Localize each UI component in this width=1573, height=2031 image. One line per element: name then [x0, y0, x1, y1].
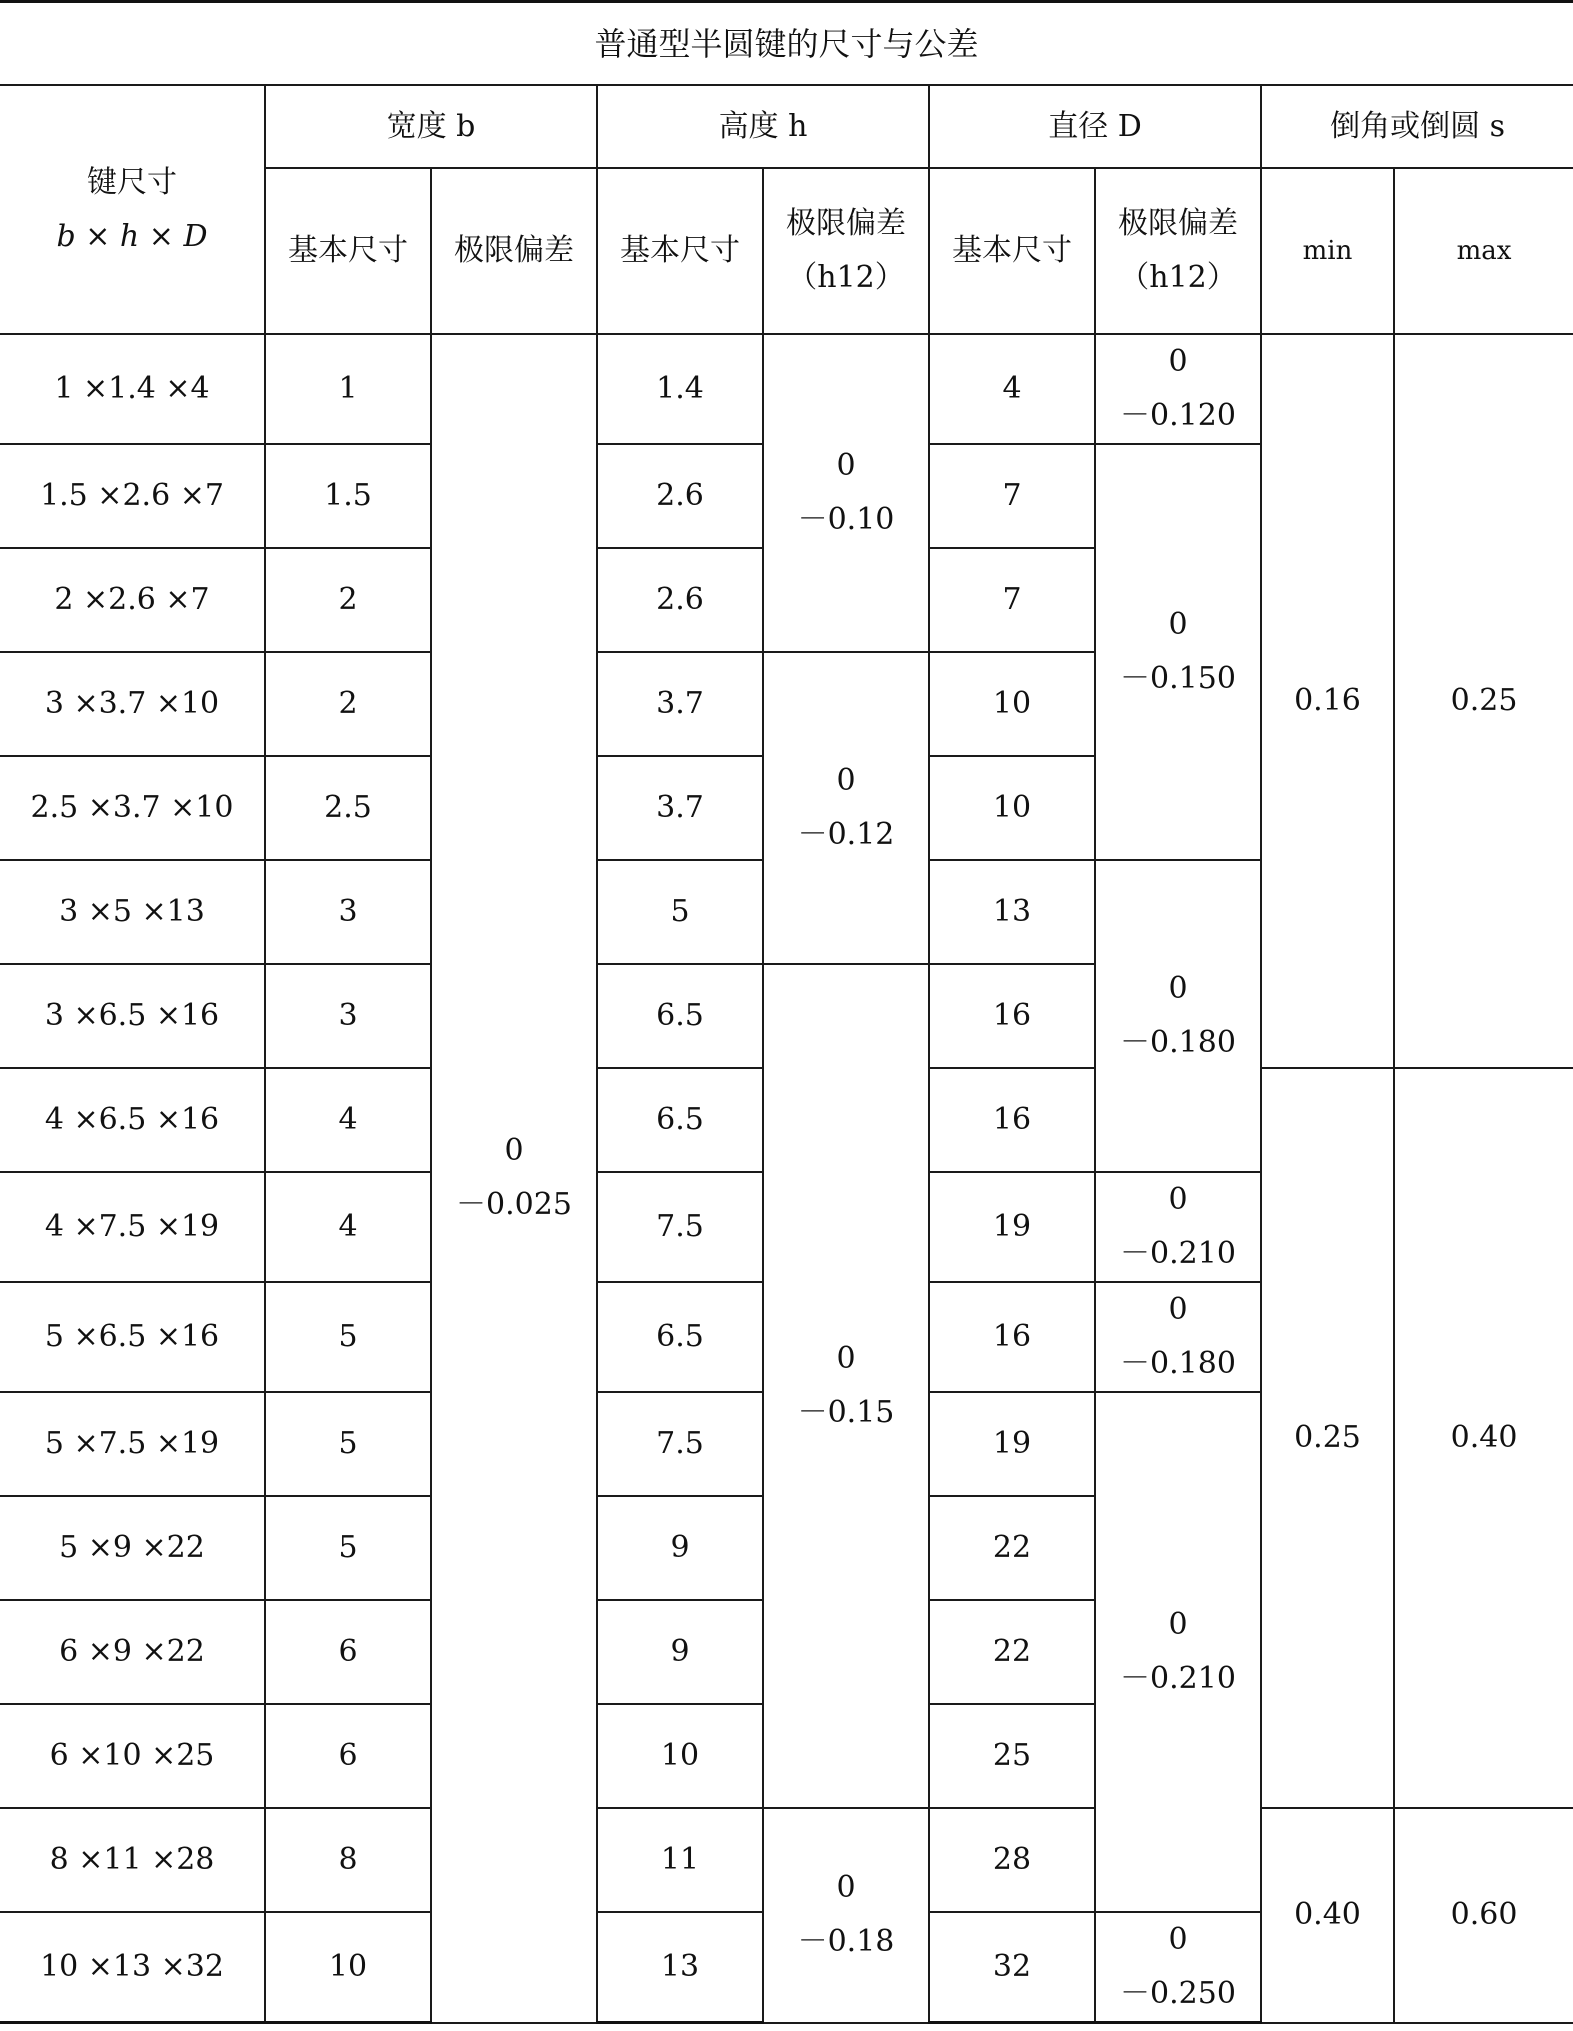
header-width: 宽度 b — [265, 85, 597, 168]
cell-s-max: 0.60 — [1394, 1808, 1573, 2023]
header-diameter: 直径 D — [929, 85, 1261, 168]
cell-h: 6.5 — [597, 1068, 763, 1172]
header-D-limit — [1095, 168, 1261, 334]
cell-key: 1.5 ×2.6 ×7 — [0, 444, 265, 548]
D-tol-lower: －0.180 — [1120, 1346, 1236, 1381]
h-tol-lower: －0.12 — [797, 817, 895, 852]
cell-D: 25 — [929, 1704, 1095, 1808]
header-h-limit-label: 极限偏差 — [786, 206, 906, 241]
cell-b: 2 — [265, 652, 431, 756]
D-tol-lower: －0.210 — [1120, 1236, 1236, 1271]
cell-h: 2.6 — [597, 444, 763, 548]
cell-b: 4 — [265, 1172, 431, 1282]
cell-s-min: 0.25 — [1261, 1068, 1394, 1808]
table-title: 普通型半圆键的尺寸与公差 — [0, 2, 1573, 86]
h-tol-lower: －0.10 — [797, 502, 895, 537]
header-s-max: max — [1394, 168, 1573, 334]
cell-D-tolerance — [1095, 1282, 1261, 1392]
cell-key: 8 ×11 ×28 — [0, 1808, 265, 1912]
D-tol-upper: 0 — [1168, 607, 1188, 642]
header-height: 高度 h — [597, 85, 929, 168]
cell-D: 32 — [929, 1912, 1095, 2023]
cell-b: 6 — [265, 1704, 431, 1808]
cell-h: 9 — [597, 1600, 763, 1704]
cell-s-max: 0.40 — [1394, 1068, 1573, 1808]
h-tol-upper: 0 — [836, 763, 856, 798]
h-tol-lower: －0.15 — [797, 1395, 895, 1430]
cell-D-tolerance — [1095, 1392, 1261, 1912]
cell-key: 3 ×3.7 ×10 — [0, 652, 265, 756]
cell-D-tolerance — [1095, 334, 1261, 444]
cell-D: 19 — [929, 1392, 1095, 1496]
cell-D: 16 — [929, 964, 1095, 1068]
cell-key: 2.5 ×3.7 ×10 — [0, 756, 265, 860]
cell-key: 6 ×10 ×25 — [0, 1704, 265, 1808]
cell-h: 9 — [597, 1496, 763, 1600]
cell-D: 7 — [929, 548, 1095, 652]
header-h-basic: 基本尺寸 — [597, 168, 763, 334]
cell-b: 3 — [265, 964, 431, 1068]
cell-s-min: 0.16 — [1261, 334, 1394, 1068]
cell-D: 13 — [929, 860, 1095, 964]
cell-h: 7.5 — [597, 1172, 763, 1282]
cell-h: 5 — [597, 860, 763, 964]
cell-D-tolerance — [1095, 444, 1261, 860]
cell-h-tolerance — [763, 1808, 929, 2023]
cell-b: 1.5 — [265, 444, 431, 548]
cell-D: 19 — [929, 1172, 1095, 1282]
h-tol-lower: －0.18 — [797, 1924, 895, 1960]
cell-key: 4 ×6.5 ×16 — [0, 1068, 265, 1172]
cell-h: 6.5 — [597, 1282, 763, 1392]
cell-key: 4 ×7.5 ×19 — [0, 1172, 265, 1282]
header-D-limit-h12: （h12） — [1119, 260, 1237, 295]
cell-D: 10 — [929, 756, 1095, 860]
cell-b: 2.5 — [265, 756, 431, 860]
D-tol-upper: 0 — [1168, 971, 1188, 1006]
header-key-size-label: 键尺寸 — [87, 164, 177, 200]
cell-h: 10 — [597, 1704, 763, 1808]
header-D-limit-label: 极限偏差 — [1118, 206, 1238, 241]
cell-b: 5 — [265, 1496, 431, 1600]
cell-h-tolerance — [763, 334, 929, 652]
cell-h-tolerance — [763, 964, 929, 1808]
b-tol-lower: －0.025 — [456, 1187, 572, 1223]
cell-key: 3 ×5 ×13 — [0, 860, 265, 964]
cell-D: 10 — [929, 652, 1095, 756]
h-tol-upper: 0 — [836, 448, 856, 483]
cell-D-tolerance — [1095, 1172, 1261, 1282]
h-tol-upper: 0 — [836, 1341, 856, 1376]
cell-b: 10 — [265, 1912, 431, 2023]
cell-h: 11 — [597, 1808, 763, 1912]
D-tol-upper: 0 — [1168, 1182, 1188, 1217]
cell-b: 6 — [265, 1600, 431, 1704]
D-tol-lower: －0.150 — [1120, 661, 1236, 696]
cell-key: 5 ×6.5 ×16 — [0, 1282, 265, 1392]
cell-s-min: 0.40 — [1261, 1808, 1394, 2023]
header-h-limit — [763, 168, 929, 334]
cell-key: 5 ×7.5 ×19 — [0, 1392, 265, 1496]
D-tol-upper: 0 — [1168, 1607, 1188, 1642]
cell-h: 1.4 — [597, 334, 763, 444]
cell-h: 3.7 — [597, 756, 763, 860]
cell-key: 2 ×2.6 ×7 — [0, 548, 265, 652]
cell-D: 22 — [929, 1600, 1095, 1704]
cell-h: 6.5 — [597, 964, 763, 1068]
cell-b: 4 — [265, 1068, 431, 1172]
cell-D: 16 — [929, 1068, 1095, 1172]
cell-h: 13 — [597, 1912, 763, 2023]
cell-b: 3 — [265, 860, 431, 964]
header-b-limit: 极限偏差 — [431, 168, 597, 334]
cell-key: 10 ×13 ×32 — [0, 1912, 265, 2023]
cell-s-max: 0.25 — [1394, 334, 1573, 1068]
cell-b: 2 — [265, 548, 431, 652]
cell-b: 8 — [265, 1808, 431, 1912]
cell-D: 28 — [929, 1808, 1095, 1912]
cell-D: 16 — [929, 1282, 1095, 1392]
cell-key: 1 ×1.4 ×4 — [0, 334, 265, 444]
cell-b: 5 — [265, 1392, 431, 1496]
D-tol-upper: 0 — [1168, 1922, 1188, 1957]
cell-D-tolerance — [1095, 1912, 1261, 2023]
header-b-basic: 基本尺寸 — [265, 168, 431, 334]
D-tol-lower: －0.120 — [1120, 398, 1236, 433]
header-chamfer: 倒角或倒圆 s — [1261, 85, 1573, 168]
cell-key: 3 ×6.5 ×16 — [0, 964, 265, 1068]
cell-b: 1 — [265, 334, 431, 444]
D-tol-lower: －0.250 — [1120, 1976, 1236, 2011]
D-tol-upper: 0 — [1168, 1292, 1188, 1327]
cell-key: 6 ×9 ×22 — [0, 1600, 265, 1704]
cell-key: 5 ×9 ×22 — [0, 1496, 265, 1600]
cell-D-tolerance — [1095, 860, 1261, 1172]
b-tol-upper: 0 — [504, 1133, 524, 1169]
cell-h-tolerance — [763, 652, 929, 964]
header-key-size-formula: b × h × D — [56, 218, 208, 254]
D-tol-lower: －0.180 — [1120, 1025, 1236, 1060]
h-tol-upper: 0 — [836, 1870, 856, 1906]
header-D-basic: 基本尺寸 — [929, 168, 1095, 334]
header-s-min: min — [1261, 168, 1394, 334]
cell-D: 4 — [929, 334, 1095, 444]
cell-b: 5 — [265, 1282, 431, 1392]
header-key-size — [0, 85, 265, 334]
cell-b-tolerance — [431, 334, 597, 2023]
cell-D: 7 — [929, 444, 1095, 548]
cell-h: 7.5 — [597, 1392, 763, 1496]
D-tol-upper: 0 — [1168, 344, 1188, 379]
cell-h: 3.7 — [597, 652, 763, 756]
cell-h: 2.6 — [597, 548, 763, 652]
cell-D: 22 — [929, 1496, 1095, 1600]
header-h-limit-h12: （h12） — [787, 260, 905, 295]
D-tol-lower: －0.210 — [1120, 1661, 1236, 1696]
